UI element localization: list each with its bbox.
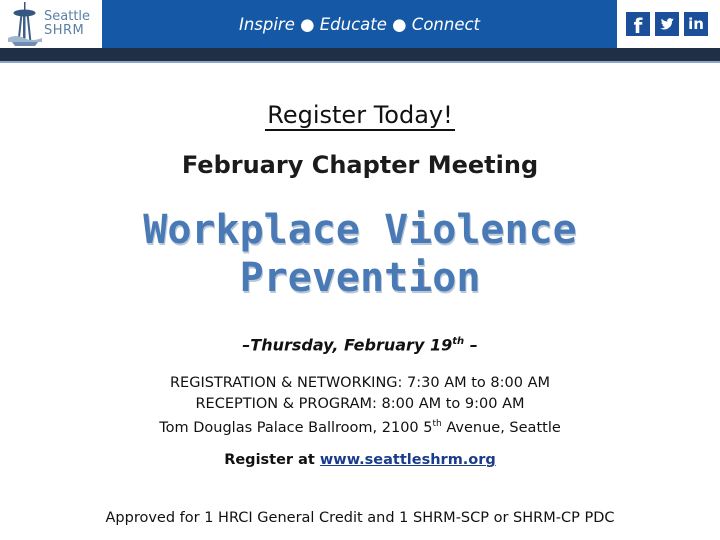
topic-line-2: Prevention bbox=[239, 255, 481, 301]
venue-text: Tom Douglas Palace Ballroom, 2100 5 bbox=[159, 419, 433, 436]
venue-suffix: th bbox=[432, 419, 442, 429]
topic-title bbox=[0, 206, 720, 302]
twitter-icon[interactable] bbox=[655, 12, 679, 36]
tagline: Inspire ● Educate ● Connect bbox=[238, 15, 481, 34]
register-at-label: Register at bbox=[224, 452, 320, 468]
register-line bbox=[0, 449, 720, 471]
linkedin-icon[interactable]: in bbox=[684, 12, 708, 36]
venue bbox=[0, 414, 720, 438]
facebook-icon[interactable]: f bbox=[626, 12, 650, 36]
event-date-text: –Thursday, February 19 bbox=[242, 335, 453, 355]
event-date bbox=[0, 330, 720, 357]
social-links bbox=[617, 0, 720, 48]
register-today-heading bbox=[0, 98, 720, 132]
event-date-suffix: th bbox=[452, 336, 465, 347]
logo-wordmark bbox=[44, 10, 90, 38]
register-url-link[interactable]: www.seattleshrm.org bbox=[319, 452, 496, 468]
space-needle-icon bbox=[8, 2, 42, 46]
topic-line-1: Workplace Violence bbox=[143, 207, 577, 253]
registration-time: REGISTRATION & NETWORKING: 7:30 AM to 8:00 AM bbox=[169, 375, 551, 391]
seattle-shrm-logo[interactable] bbox=[0, 0, 102, 48]
credit-approval: Approved for 1 HRCI General Credit and 1 SHRM-SCP or SHRM-CP PDC bbox=[105, 510, 615, 526]
event-details bbox=[0, 373, 720, 438]
logo-line-seattle: Seattle bbox=[44, 9, 91, 24]
reception-time: RECEPTION & PROGRAM: 8:00 AM to 9:00 AM bbox=[195, 395, 525, 412]
event-date-end: – bbox=[464, 335, 478, 355]
register-today-text: Register Today! bbox=[267, 101, 453, 129]
venue-end: Avenue, Seattle bbox=[441, 419, 561, 436]
meeting-title: February Chapter Meeting bbox=[181, 151, 539, 179]
logo-line-shrm: SHRM bbox=[44, 23, 85, 38]
header-divider-light bbox=[0, 61, 720, 63]
header-divider-dark bbox=[0, 48, 720, 61]
